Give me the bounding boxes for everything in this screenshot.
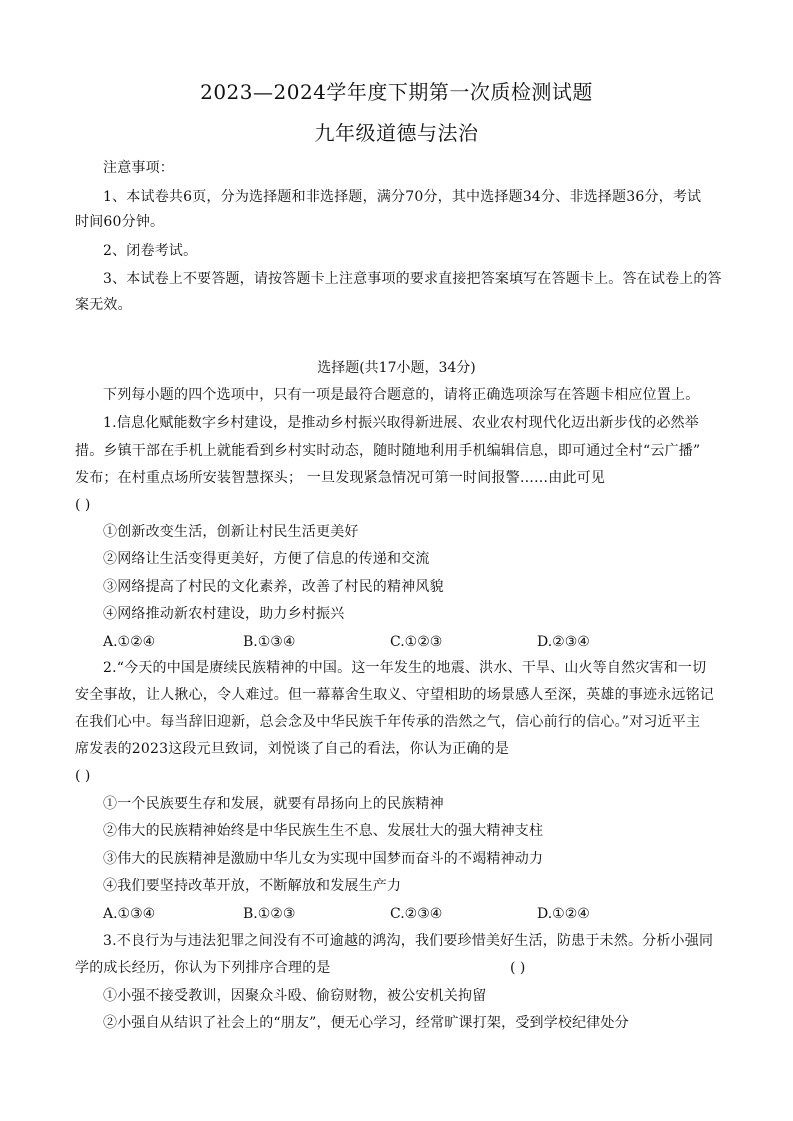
q1-option-d: D.②③④ — [537, 634, 590, 650]
q2-stem-line-4: 席发表的2023这段元旦致词，刘悦谈了自己的看法，你认为正确的是 — [75, 741, 510, 757]
q2-statement-2: ②伟大的民族精神始终是中华民族生生不息、发展壮大的强大精神支柱 — [103, 823, 544, 839]
exam-title: 2023—2024学年度下期第一次质检测试题 — [200, 80, 593, 104]
q3-stem-line-2: 学的成长经历，你认为下列排序合理的是 — [75, 960, 331, 976]
q2-option-d: D.①②④ — [537, 906, 590, 922]
q1-statement-2: ②网络让生活变得更美好，方便了信息的传递和交流 — [103, 551, 430, 567]
q2-statement-4: ④我们要坚持改革开放，不断解放和发展生产力 — [103, 878, 402, 894]
q3-statement-1: ①小强不接受教训，因聚众斗殴、偷窃财物，被公安机关拘留 — [103, 988, 487, 1004]
notes-item-2: 2、闭卷考试。 — [103, 243, 198, 259]
q2-answer-paren: ( ) — [75, 768, 91, 784]
q2-stem-line-3: 在我们心中。每当辞旧迎新，总会念及中华民族千年传承的浩然之气，信心前行的信心。”对习近平主 — [75, 714, 701, 730]
q2-option-a: A.①③④ — [103, 906, 156, 922]
q2-statement-1: ①一个民族要生存和发展，就要有昂扬向上的民族精神 — [103, 796, 444, 812]
q2-option-c: C.②③④ — [390, 906, 443, 922]
q1-statement-3: ③网络提高了村民的文化素养，改善了村民的精神风貌 — [103, 579, 444, 595]
section-instruction: 下列每小题的四个选项中，只有一项是最符合题意的，请将正确选项涂写在答题卡相应位置上。 — [103, 387, 700, 403]
notes-item-3: 3、本试卷上不要答题，请按答题卡上注意事项的要求直接把答案填写在答题卡上。答在试卷上的答 — [103, 271, 722, 287]
q2-option-b: B.①②③ — [243, 906, 296, 922]
q1-stem-line-2: 措。乡镇干部在手机上就能看到乡村实时动态，随时随地利用手机编辑信息，即可通过全村“云广播” — [75, 443, 701, 459]
q3-answer-paren: ( ) — [510, 960, 526, 976]
q1-statement-4: ④网络推动新农村建设，助力乡村振兴 — [103, 606, 345, 622]
q3-stem-line-1: 3.不良行为与违法犯罪之间没有不可逾越的鸿沟，我们要珍惜美好生活，防患于未然。分析小强同 — [103, 933, 714, 949]
q1-stem-line-3: 发布；在村重点场所安装智慧探头； 一旦发现紧急情况可第一时间报警……由此可见 — [75, 470, 606, 486]
q1-answer-paren: ( ) — [75, 497, 91, 513]
notes-heading: 注意事项： — [103, 160, 174, 176]
q1-statement-1: ①创新改变生活，创新让村民生活更美好 — [103, 524, 359, 540]
notes-item-1: 1、本试卷共6页，分为选择题和非选择题，满分70分，其中选择题34分、非选择题36分，考试 — [103, 189, 702, 205]
q2-stem-line-1: 2.“今天的中国是赓续民族精神的中国。这一年发生的地震、洪水、干旱、山火等自然灾害和一切 — [103, 660, 707, 676]
section-heading: 选择题(共17小题，34分) — [317, 360, 476, 376]
q1-stem-line-1: 1.信息化赋能数字乡村建设，是推动乡村振兴取得新进展、农业农村现代化迈出新步伐的必然举 — [103, 415, 699, 431]
exam-subject: 九年级道德与法治 — [314, 121, 479, 145]
notes-item-3-cont: 案无效。 — [75, 297, 132, 313]
q2-stem-line-2: 安全事故，让人揪心，令人难过。但一幕幕舍生取义、守望相助的场景感人至深，英雄的事迹永远铭记 — [75, 687, 714, 703]
q1-option-b: B.①③④ — [243, 634, 296, 650]
notes-item-1-cont: 时间60分钟。 — [75, 214, 165, 230]
q3-statement-2: ②小强自从结识了社会上的“朋友”，便无心学习，经常旷课打架，受到学校纪律处分 — [103, 1015, 629, 1031]
q1-option-c: C.①②③ — [390, 634, 443, 650]
q1-option-a: A.①②④ — [103, 634, 156, 650]
q2-statement-3: ③伟大的民族精神是激励中华儿女为实现中国梦而奋斗的不竭精神动力 — [103, 851, 544, 867]
